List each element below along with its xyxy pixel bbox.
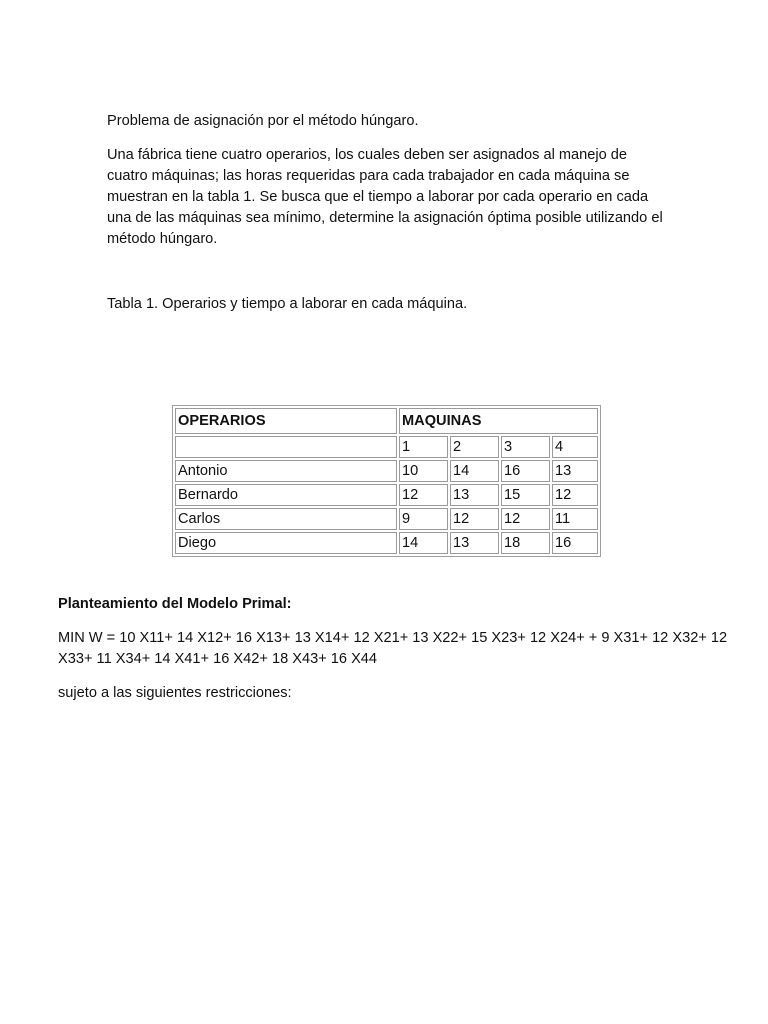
hours-cell: 10: [399, 460, 448, 482]
hours-cell: 18: [501, 532, 550, 554]
objective-function: MIN W = 10 X11+ 14 X12+ 16 X13+ 13 X14+ 12 X21+ 13 X22+ 15 X23+ 12 X24+ + 9 X31+ 12 X32+ 12 X33+ 11 X34+ 14 X41+ 16 X42+ 18 X43+ 16 X44: [58, 630, 728, 667]
hours-cell: 12: [399, 484, 448, 506]
hours-cell: 14: [450, 460, 499, 482]
table-caption: Tabla 1. Operarios y tiempo a laborar en cada máquina.: [107, 296, 468, 312]
operator-name: Diego: [175, 532, 397, 554]
machine-number: 3: [501, 436, 550, 458]
operator-name: Bernardo: [175, 484, 397, 506]
operators-machines-table: [172, 405, 601, 557]
hours-cell: 16: [552, 532, 598, 554]
machine-number: 4: [552, 436, 598, 458]
hours-cell: 13: [552, 460, 598, 482]
table-row: [175, 508, 598, 530]
machine-number: 2: [450, 436, 499, 458]
problem-statement: Una fábrica tiene cuatro operarios, los cuales deben ser asignados al manejo de cuatro máquinas; las horas requeridas para cada trabajador en cada máquina se muestran en la tabla 1. Se busca que el tiempo a laborar por cada operario en cada una de las máquinas sea mínimo, determine la asignación óptima posible utilizando el método húngaro.: [107, 147, 663, 247]
machine-number: 1: [399, 436, 448, 458]
hours-cell: 12: [501, 508, 550, 530]
operator-name: Carlos: [175, 508, 397, 530]
hours-cell: 16: [501, 460, 550, 482]
machine-number-row: [175, 436, 598, 458]
table-row: [175, 532, 598, 554]
hours-cell: 12: [450, 508, 499, 530]
empty-cell: [175, 436, 397, 458]
header-operarios: OPERARIOS: [175, 408, 397, 434]
table-row: [175, 484, 598, 506]
primal-model-heading: Planteamiento del Modelo Primal:: [58, 596, 292, 612]
hours-cell: 12: [552, 484, 598, 506]
hours-cell: 13: [450, 532, 499, 554]
hours-cell: 13: [450, 484, 499, 506]
table-row: [175, 460, 598, 482]
hours-cell: 14: [399, 532, 448, 554]
hours-cell: 11: [552, 508, 598, 530]
hours-cell: 9: [399, 508, 448, 530]
operator-name: Antonio: [175, 460, 397, 482]
header-maquinas: MAQUINAS: [399, 408, 598, 434]
constraints-intro: sujeto a las siguientes restricciones:: [58, 685, 292, 701]
table-header-row: [175, 408, 598, 434]
document-title: Problema de asignación por el método húngaro.: [107, 113, 419, 129]
hours-cell: 15: [501, 484, 550, 506]
